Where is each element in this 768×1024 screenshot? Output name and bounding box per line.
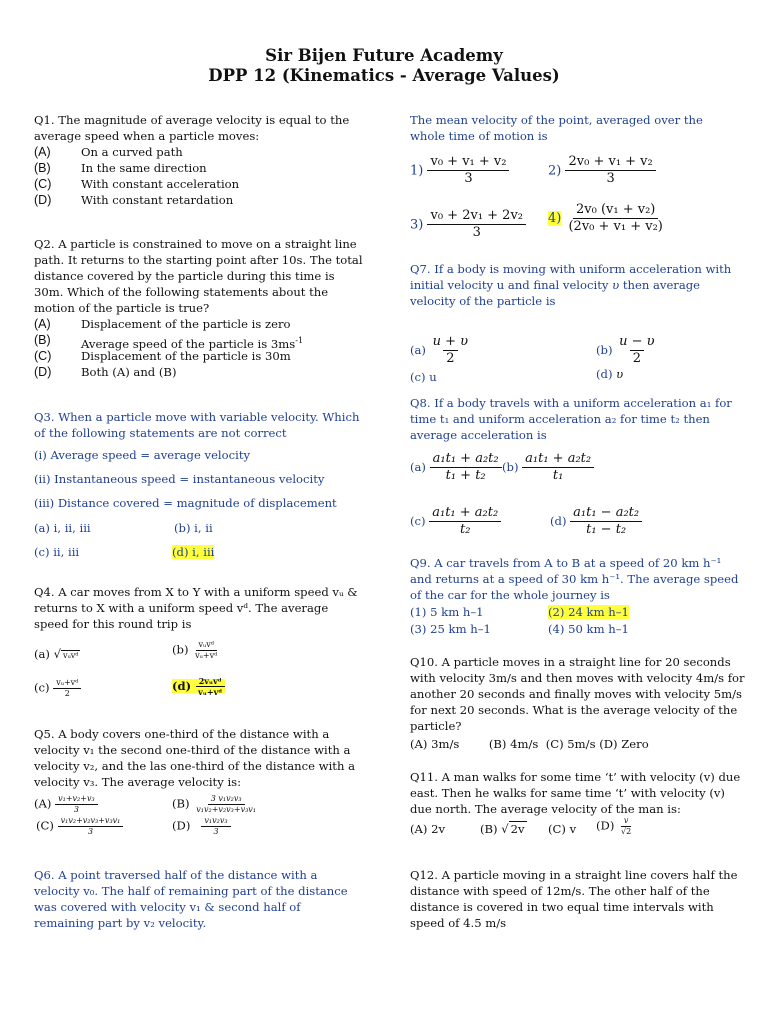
option-d: (d) $\frac{\text{2vᵤvᵈ}}{\text{vᵤ+vᵈ}}$: [172, 676, 225, 697]
option-c: (c) $\frac{\text{vᵤ+vᵈ}}{2}$: [34, 678, 81, 699]
option-4: 4) $\frac{\text{2v₀ (v₁ + v₂)}}{\text{(2v₀ + v₁ + v₂)}}$: [548, 202, 663, 235]
option-c: (c) $\frac{\text{a₁t₁ + a₂t₂}}{\text{t₂}}$: [410, 505, 501, 539]
question-text: Q4. A car moves from X to Y with a uniform speed vᵤ & returns to X with a uniform speed vᵈ. The average speed for this round trip is: [34, 585, 358, 631]
question-text: Q9. A car travels from A to B at a speed of 20 km h⁻¹ and returns at a speed of 30 km h⁻¹. The average speed of the car for the whole journey is: [410, 556, 739, 602]
question-1: [34, 112, 364, 208]
option-c: (C) 5m/s: [545, 737, 596, 751]
option-a: (a) $\frac{\text{a₁t₁ + a₂t₂}}{\text{t₁ + t₂}}$: [410, 451, 502, 485]
option-2: 2) $\frac{\text{2v₀ + v₁ + v₂}}{3}$: [548, 154, 656, 188]
option-a: (A) Displacement of the particle is zero: [34, 317, 291, 331]
option-1: (1) 5 km h–1: [410, 605, 484, 619]
option-b: (B) √ 2v: [480, 822, 525, 836]
option-b: (b) $\frac{\text{vᵤvᵈ}}{\text{vᵤ+vᵈ}}$: [172, 640, 218, 660]
question-8: [410, 395, 740, 443]
question-9: [410, 555, 745, 603]
statement-ii: (ii) Instantaneous speed = instantaneous velocity: [34, 472, 325, 486]
option-d: (d) $\frac{\text{a₁t₁ − a₂t₂}}{\text{t₁ − t₂}}$: [550, 505, 642, 539]
question-text: Q10. A particle moves in a straight line for 20 seconds with velocity 3m/s and then moves with velocity 4m/s for another 20 seconds and finally moves with velocity 5m/s for next 20 seconds. What is the average velocity of the particle?: [410, 655, 745, 733]
option-a: (a) $\frac{u + \upsilon}{2}$: [410, 334, 469, 367]
question-text: Q11. A man walks for some time ‘t’ with velocity (v) due east. Then he walks for same time ‘t’ with velocity (v) due north. The average velocity of the man is:: [410, 770, 741, 816]
option-c: (c) u: [410, 370, 437, 384]
option-a: (a) i, ii, iii: [34, 521, 91, 535]
option-b: (b) i, ii: [174, 521, 213, 535]
option-c: (C) $\frac{\text{v₁v₂+v₂v₃+v₃v₁}}{3}$: [36, 816, 123, 837]
option-a: (A) 3m/s: [410, 737, 460, 751]
question-6-continued: The mean velocity of the point, averaged over the whole time of motion is: [410, 113, 703, 143]
question-4: [34, 584, 364, 632]
option-a: (A) $\frac{\text{v₁+v₂+v₃}}{3}$: [34, 794, 98, 815]
option-d: (D) $\frac{v}{√2}$: [596, 816, 632, 836]
option-b: (B) In the same direction: [34, 161, 207, 175]
option-1: 1) $\frac{\text{v₀ + v₁ + v₂}}{3}$: [410, 154, 509, 188]
option-a: (A) On a curved path: [34, 145, 183, 159]
option-2: (2) 24 km h–1: [548, 605, 629, 619]
question-2: [34, 236, 364, 380]
option-3: 3) $\frac{\text{v₀ + 2v₁ + 2v₂}}{3}$: [410, 208, 526, 242]
question-3: [34, 409, 364, 441]
question-7: Q7. If a body is moving with uniform acceleration with initial velocity u and final velocity υ then average velocity of the particle is: [410, 262, 732, 308]
option-b: (B) 4m/s: [488, 737, 539, 751]
option-d: (D) $\frac{\text{v₁v₂v₃}}{3}$: [172, 816, 231, 837]
question-text: Q8. If a body travels with a uniform acceleration a₁ for time t₁ and uniform acceleration a₂ for time t₂ then average acceleration is: [410, 396, 732, 442]
option-c: (C) v: [548, 822, 577, 836]
option-a: (a) √ vᵤvᵈ: [34, 647, 79, 661]
q10-options: [410, 736, 649, 752]
option-c: (C) With constant acceleration: [34, 177, 240, 191]
option-d: (D) Zero: [599, 737, 649, 751]
option-d: (D) Both (A) and (B): [34, 365, 177, 379]
question-text: Q12. A particle moving in a straight line covers half the distance with speed of 12m/s. The other half of the distance is covered in two equal time intervals with speed of 4.5 m/s: [410, 868, 738, 930]
question-text: Q6. A point traversed half of the distance with a velocity v₀. The half of remaining part of the distance was covered with velocity v₁ & second half of remaining part by v₂ velocity.: [34, 868, 348, 930]
page-subtitle: DPP 12 (Kinematics - Average Values): [208, 66, 560, 85]
option-4: (4) 50 km h–1: [548, 622, 629, 636]
question-text: Q2. A particle is constrained to move on a straight line path. It returns to the starting point after 10s. The total distance covered by the particle during this time is 30m. Which of the following statements about the motion of the particle is true?: [34, 237, 363, 315]
page-title: Sir Bijen Future Academy: [265, 46, 503, 65]
question-6: [34, 867, 364, 931]
question-text: Q5. A body covers one-third of the distance with a velocity v₁ the second one-third of the distance with a velocity v₂, and the las one-third of the distance with a velocity v₃. The average velocity is:: [34, 727, 356, 789]
question-text: Q3. When a particle move with variable velocity. Which of the following statements are not correct: [34, 410, 360, 440]
question-10: [410, 654, 745, 734]
statement-i: (i) Average speed = average velocity: [34, 448, 251, 462]
question-text: Q1. The magnitude of average velocity is equal to the average speed when a particle moves:: [34, 113, 350, 143]
option-3: (3) 25 km h–1: [410, 622, 491, 636]
option-d: (d) υ: [596, 367, 624, 381]
option-d: (d) i, iii: [172, 545, 215, 559]
option-d: (D) With constant retardation: [34, 193, 234, 207]
question-11: [410, 769, 745, 817]
statement-iii: (iii) Distance covered = magnitude of displacement: [34, 496, 337, 510]
option-c: (c) ii, iii: [34, 545, 80, 559]
question-5: [34, 726, 364, 790]
option-a: (A) 2v: [410, 822, 446, 836]
question-12: [410, 867, 745, 931]
option-b: (b) $\frac{u - \upsilon}{2}$: [596, 334, 655, 367]
option-b: (B) Average speed of the particle is $3ms^{-1}$: [34, 333, 304, 351]
option-c: (C) Displacement of the particle is 30m: [34, 349, 291, 363]
option-b: (b) $\frac{\text{a₁t₁ + a₂t₂}}{\text{t₁}}$: [502, 451, 594, 485]
option-b: (B) $\frac{\text{3 v₁v₂v₃}}{\text{v₁v₂+v₂v₃+v₃v₁}}$: [172, 794, 257, 814]
